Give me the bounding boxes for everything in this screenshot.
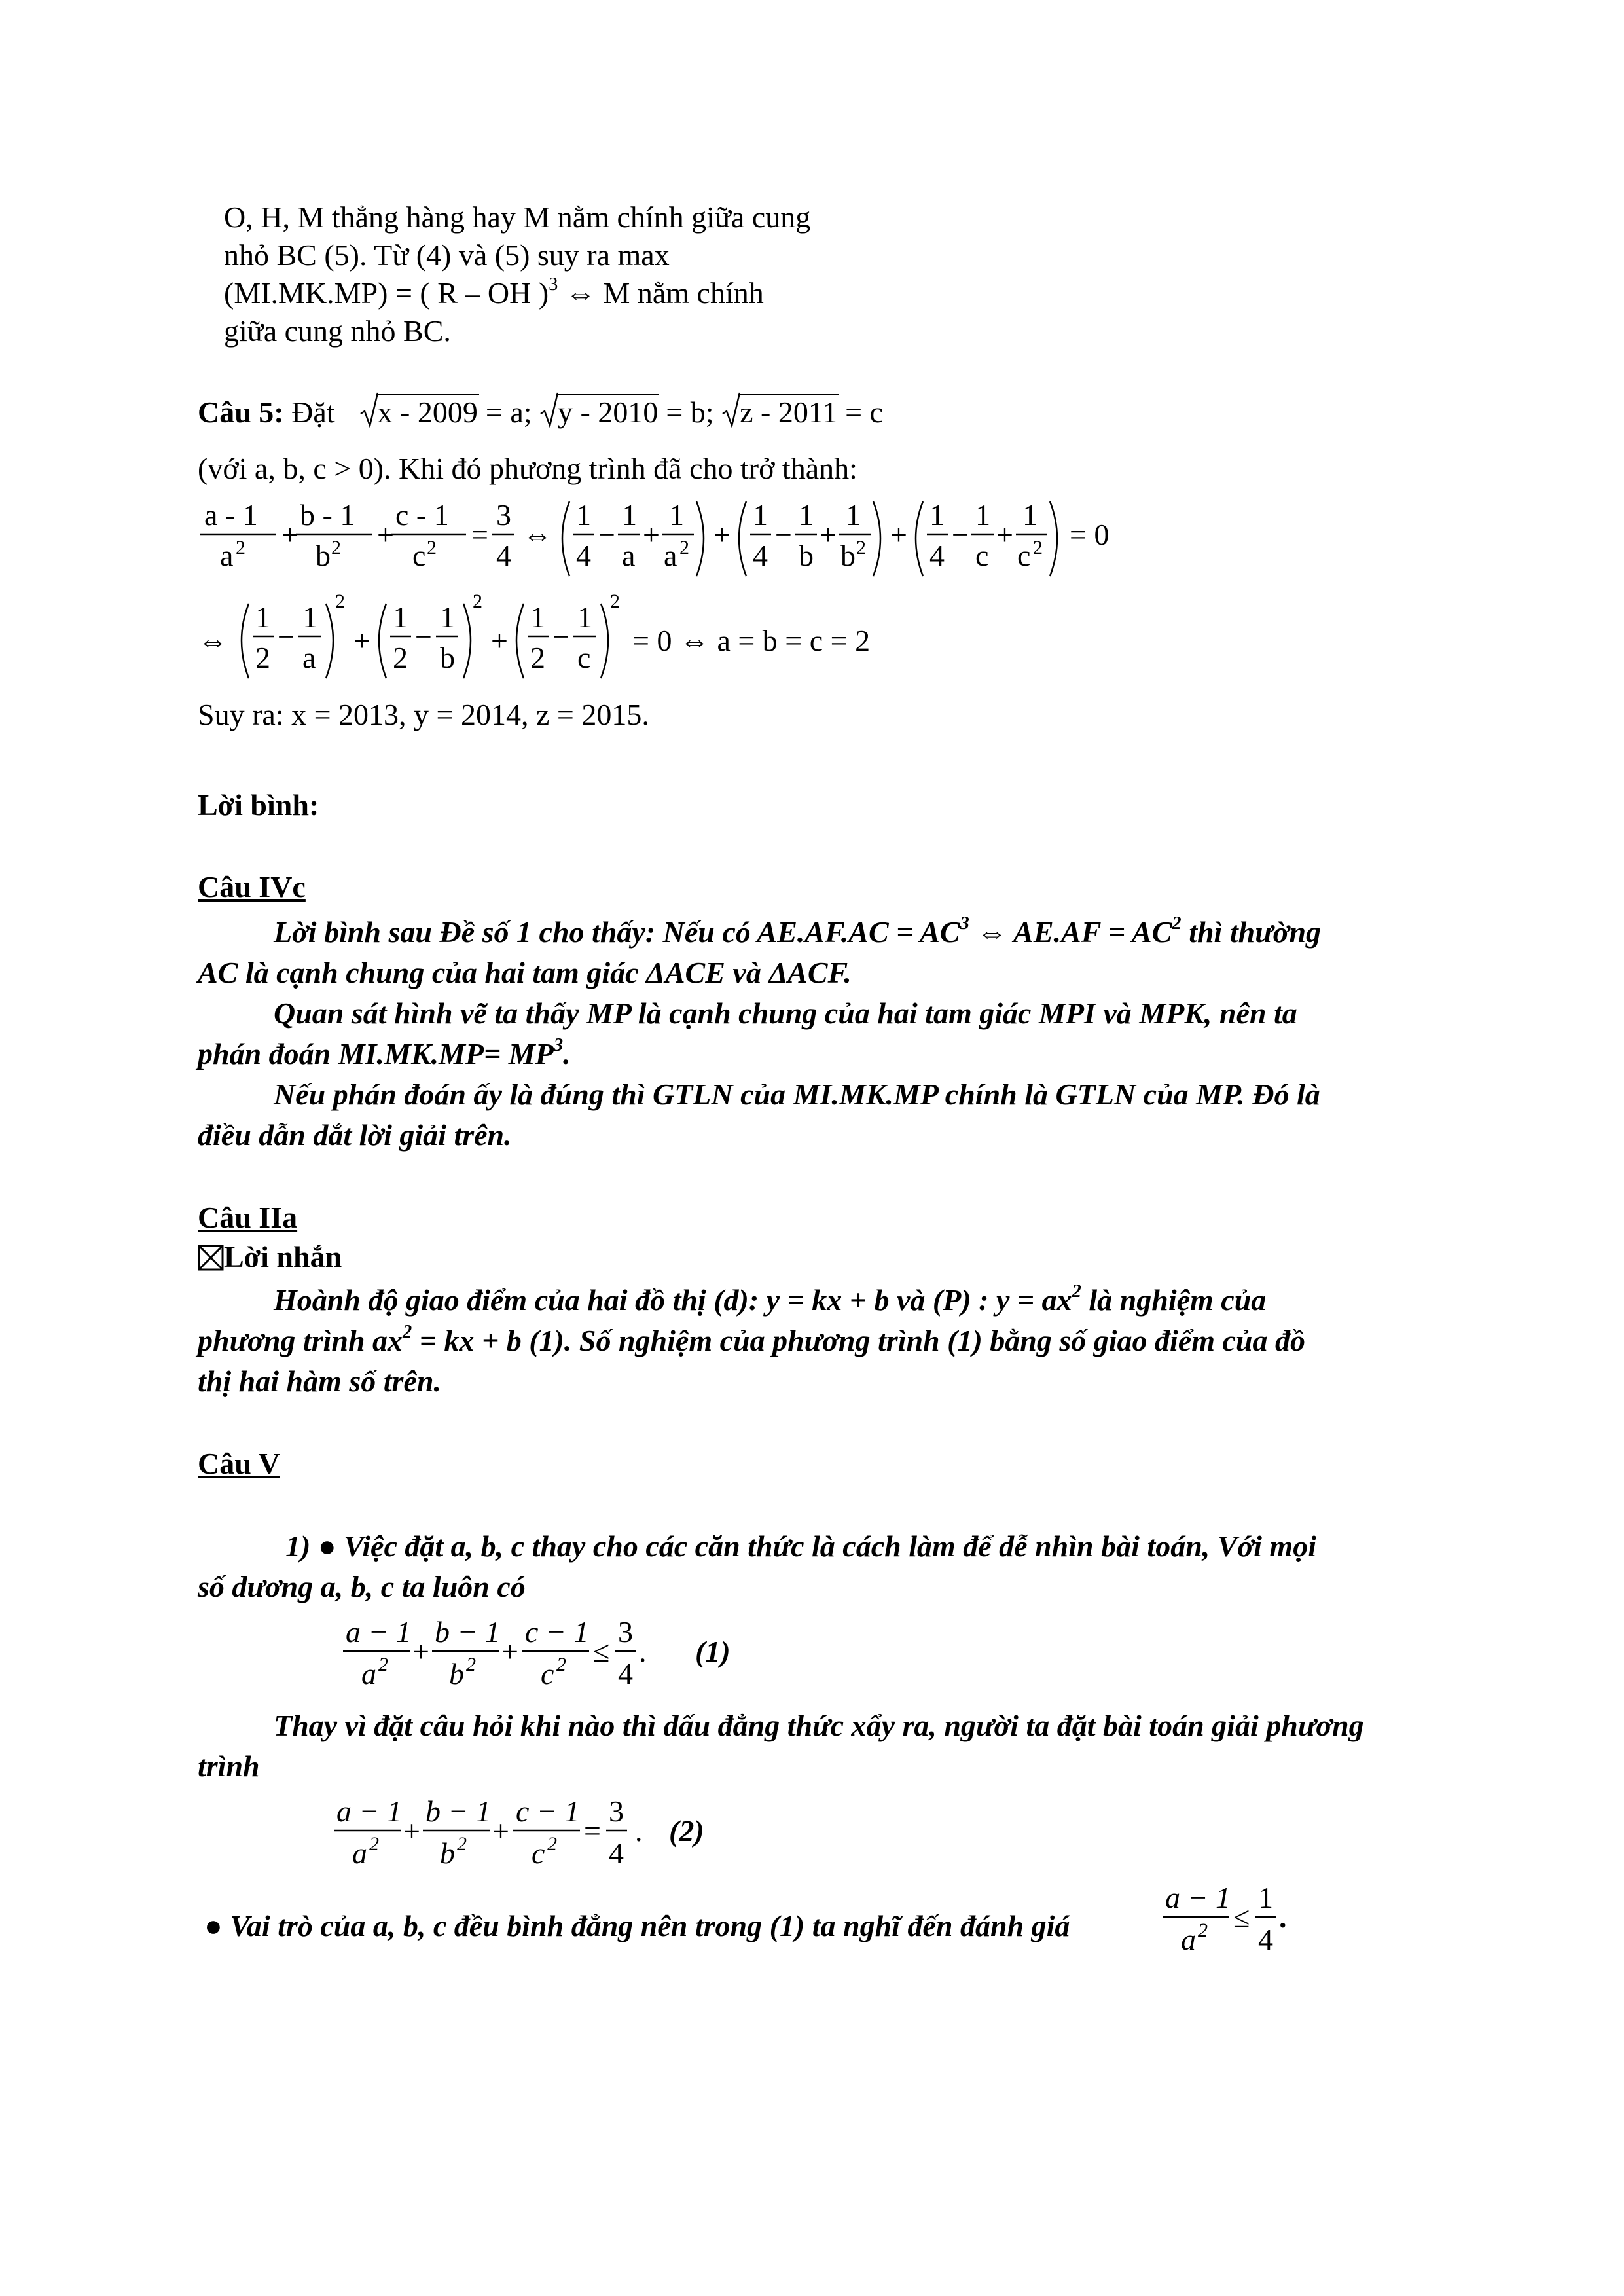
svg-text:c: c [1017,539,1031,572]
cau-ivc-p3-line1: Nếu phán đoán ấy là đúng thì GTLN của MI.MK.MP chính là GTLN của MP. Đó là [274,1078,1320,1111]
svg-text:+: + [996,518,1013,551]
cau-ivc-p3-line2: điều dẫn dắt lời giải trên. [198,1118,512,1152]
svg-text:+: + [491,624,508,657]
svg-text:= 0 ⇔ a = b = c = 2: = 0 ⇔ a = b = c = 2 [632,624,871,657]
svg-text:1: 1 [1022,498,1038,532]
cau-ivc-p2-line2: phán đoán $MI.MK.MP= MP^3$. [198,1035,571,1070]
svg-text:1: 1 [440,600,455,634]
svg-text:b − 1: b − 1 [425,1795,492,1828]
svg-text:2: 2 [1198,1920,1208,1941]
svg-text:1: 1 [975,498,990,532]
svg-text:1: 1 [799,498,814,532]
cau5-line: Câu 5: Đặt x - 2009 = a; y - 2010 = b; z - 2011 = c [198,393,883,432]
svg-text:1: 1 [530,600,545,634]
intro-line-1: O, H, M thẳng hàng hay M nằm chính giữa cung [224,200,811,234]
equation-svg [331,1787,789,1879]
svg-text:2: 2 [466,1654,476,1675]
svg-text:≤: ≤ [593,1635,610,1668]
intro-line-3: (MI.MK.MP) = ( R – OH )$^3$ ⇔ M nằm chính [224,274,764,310]
frac-num: b - 1 [300,498,355,532]
svg-text:c: c [532,1836,545,1870]
frac-den: c [412,539,426,572]
svg-text:a: a [361,1657,376,1690]
svg-text:1: 1 [302,600,317,634]
svg-text:1: 1 [669,498,684,532]
svg-text:+: + [820,518,837,551]
svg-text:−: − [278,620,295,653]
svg-text:.: . [639,1635,647,1668]
plus-sign: + [281,518,298,551]
svg-text:a: a [302,641,316,674]
svg-text:1: 1 [846,498,861,532]
svg-text:2: 2 [679,537,689,558]
intro-line-4: giữa cung nhỏ BC. [224,314,451,348]
plus-sign: + [377,518,394,551]
cau-iia-p-line1: Hoành độ giao điểm của hai đồ thị (d): y = kx + b và (P) : $y = ax^2$ là nghiệm của [274,1281,1267,1317]
svg-text:c: c [577,641,591,674]
svg-text:−: − [775,518,792,551]
svg-text:b − 1: b − 1 [435,1615,501,1649]
svg-text:c − 1: c − 1 [525,1615,589,1649]
svg-text:≤: ≤ [1233,1901,1250,1934]
svg-text:1: 1 [929,498,945,532]
cau-ivc-p1-line1: Lời bình sau Đề số 1 cho thấy: Nếu có $AE.AF.AC = AC^3$ ⇔ $AE.AF = AC^2$ thì thường [274,913,1322,949]
frac-den: a [220,539,234,572]
svg-text:1: 1 [255,600,270,634]
svg-text:1: 1 [622,498,637,532]
svg-text:+: + [353,624,370,657]
cau5-condition: (với a, b, c > 0). Khi đó phương trình đã cho trở thành: [198,452,857,485]
cau-v-p1-line1: 1) ● Việc đặt a, b, c thay cho các căn thức là cách làm để dễ nhìn bài toán, Với mọi [285,1529,1316,1563]
svg-text:c: c [975,539,989,572]
svg-text:−: − [598,518,615,551]
cau-iia-p-line2: phương trình $ax^2$ = kx + b (1). Số nghiệm của phương trình (1) bằng số giao điểm của đồ [198,1322,1306,1357]
svg-text:2: 2 [856,537,866,558]
cau-iia-p-line3: thị hai hàm số trên. [198,1364,441,1398]
svg-text:a − 1: a − 1 [346,1615,412,1649]
svg-text:2: 2 [369,1833,379,1855]
inequality-1 [340,1608,799,1703]
final-inequality [1160,1874,1330,1969]
svg-text:4: 4 [576,539,591,572]
svg-text:3: 3 [618,1615,633,1649]
svg-text:+: + [501,1635,518,1668]
svg-text:a − 1: a − 1 [336,1795,403,1828]
intro-line-2: nhỏ BC (5). Từ (4) và (5) suy ra max [224,238,670,272]
cau-v-p3: ● Vai trò của a, b, c đều bình đẳng nên trong (1) ta nghĩ đến đánh giá [204,1909,1070,1942]
frac-exp: 2 [236,537,245,558]
cau-v-p1-line2: số dương a, b, c ta luôn có [198,1570,526,1603]
equals-sign: = [471,518,488,551]
frac-num: c - 1 [395,498,449,532]
svg-text:+: + [890,518,907,551]
loi-nhan-line: Lời nhắn [198,1237,342,1277]
frac-exp: 2 [427,537,437,558]
svg-text:.: . [635,1814,643,1848]
svg-text:2: 2 [556,1654,566,1675]
svg-text:2: 2 [530,641,545,674]
frac-den: 4 [496,539,511,572]
svg-text:2: 2 [255,641,270,674]
frac-exp: 2 [331,537,341,558]
svg-text:4: 4 [929,539,945,572]
svg-text:c − 1: c − 1 [516,1795,580,1828]
svg-text:2: 2 [473,591,482,612]
svg-text:2: 2 [335,591,345,612]
svg-text:1: 1 [576,498,591,532]
cau5-equation-row-1 [196,492,1178,587]
svg-text:+: + [643,518,660,551]
svg-text:a: a [352,1836,367,1870]
svg-text:2: 2 [378,1654,388,1675]
cau-v-p2-line2: trình [198,1749,260,1783]
svg-text:−: − [415,620,432,653]
svg-text:(2): (2) [669,1814,704,1848]
svg-text:.: . [1279,1901,1287,1934]
loi-binh-heading: Lời bình: [198,788,319,822]
svg-text:4: 4 [1258,1923,1273,1956]
equation-svg [196,588,982,686]
radical-icon [359,392,379,429]
radical-icon [721,392,741,429]
sqrt-z: z - 2011 [721,393,839,432]
svg-text:b: b [799,539,814,572]
svg-text:= 0: = 0 [1070,518,1110,551]
cau-ivc-heading: Câu IVc [198,870,306,903]
svg-text:+: + [412,1635,429,1668]
svg-text:−: − [952,518,969,551]
svg-text:1: 1 [753,498,768,532]
frac-num: a - 1 [204,498,258,532]
svg-text:4: 4 [753,539,768,572]
cau-ivc-p2-line1: Quan sát hình vẽ ta thấy MP là cạnh chung của hai tam giác MPI và MPK, nên ta [274,996,1297,1030]
svg-text:b: b [449,1657,464,1690]
sqrt-x: x - 2009 [359,393,479,432]
svg-text:+: + [713,518,731,551]
svg-text:2: 2 [1033,537,1043,558]
svg-text:a − 1: a − 1 [1165,1881,1231,1914]
svg-text:3: 3 [609,1795,624,1828]
cau-v-heading: Câu V [198,1447,280,1480]
cau-ivc-p1-line2: AC là cạnh chung của hai tam giác ΔACE và ΔACF. [198,956,852,989]
svg-text:a: a [622,539,636,572]
svg-text:a: a [1181,1923,1196,1956]
cau-v-p2-line1: Thay vì đặt câu hỏi khi nào thì dấu đẳng thức xẩy ra, người ta đặt bài toán giải phương [274,1709,1364,1742]
svg-text:2: 2 [457,1833,467,1855]
svg-text:2: 2 [393,641,408,674]
equation-svg [196,492,1178,584]
cau-iia-heading: Câu IIa [198,1201,298,1234]
svg-text:⇔: ⇔ [198,624,228,657]
iff-sign: ⇔ [522,518,552,551]
radical-icon [539,392,559,429]
cau5-result: Suy ra: x = 2013, y = 2014, z = 2015. [198,698,649,731]
svg-text:2: 2 [547,1833,557,1855]
cau5-equation-row-2 [196,588,982,689]
equation-svg [1160,1874,1330,1965]
svg-text:=: = [584,1814,601,1848]
svg-text:1: 1 [393,600,408,634]
svg-text:+: + [403,1814,420,1848]
svg-text:c: c [541,1657,554,1690]
equation-svg [340,1608,799,1700]
svg-text:b: b [840,539,856,572]
svg-text:1: 1 [577,600,592,634]
svg-text:b: b [440,641,455,674]
svg-text:b: b [440,1836,455,1870]
svg-text:4: 4 [609,1836,624,1870]
equation-2 [331,1787,789,1882]
svg-text:2: 2 [610,591,620,612]
svg-text:−: − [552,620,569,653]
svg-text:(1): (1) [695,1635,731,1668]
sqrt-y: y - 2010 [539,393,659,432]
frac-den: b [316,539,331,572]
svg-text:a: a [664,539,677,572]
cau5-label: Câu 5: [198,395,284,429]
svg-text:1: 1 [1258,1881,1273,1914]
svg-text:4: 4 [618,1657,633,1690]
frac-num: 3 [496,498,511,532]
svg-text:+: + [492,1814,509,1848]
checkbox-x-icon [198,1245,224,1271]
